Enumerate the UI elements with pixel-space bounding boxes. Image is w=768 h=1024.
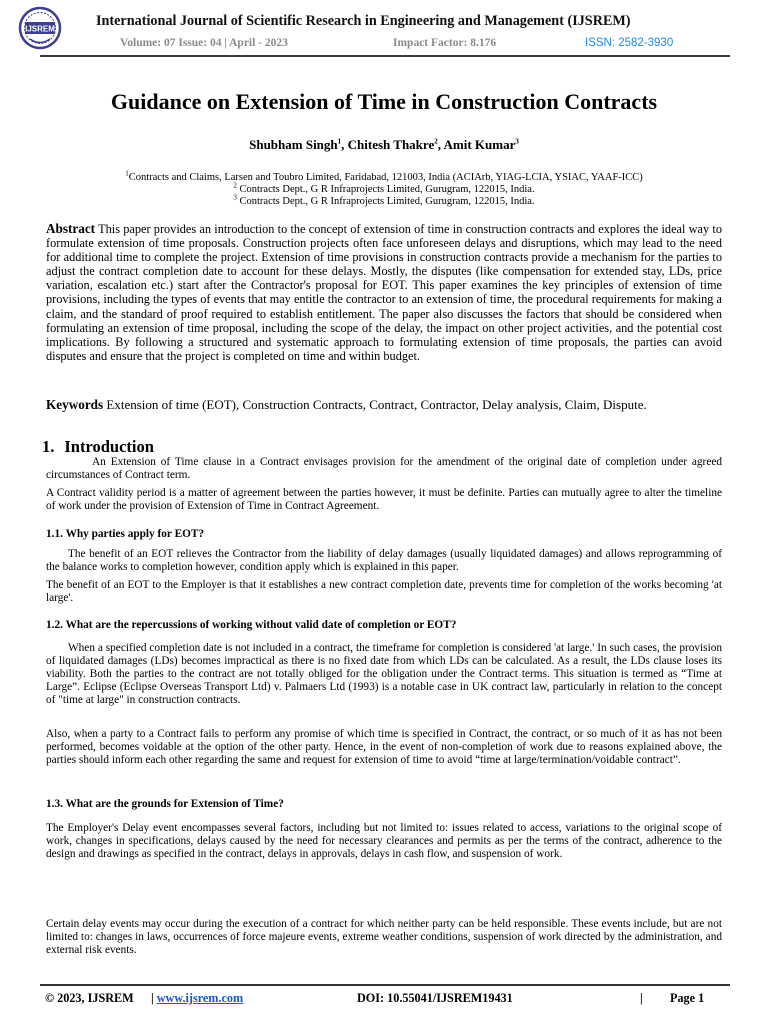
- author-name: Chitesh Thakre: [347, 137, 435, 152]
- subsection-heading: 1.2. What are the repercussions of working without valid date of completion or EOT?: [46, 619, 457, 631]
- footer-divider: [40, 984, 730, 986]
- paragraph-text: The benefit of an EOT relieves the Contractor from the liability of delay damages (usually liquidated damages) and allows reprogramming of the balance works to completion however, condition apply which is explained in this paper.: [46, 548, 722, 574]
- affiliation-line: [0, 193, 768, 208]
- author-sep: ,: [341, 137, 348, 152]
- affiliations: [0, 169, 768, 209]
- journal-website-link[interactable]: www.ijsrem.com: [156, 991, 244, 1005]
- abstract-text: This paper provides an introduction to the concept of extension of time in construction contracts and explores the ideal way to formulate extension of time proposals. Construction projects often face unforeseen delays and disruptions, which may lead to the need for additional time to complete the project. Extension of time provisions in construction contracts provide a mechanism for the parties to adjust the contract completion date to account for these delays. Mostly, the disputes (like compensation for extended stay, LDs, price variation, escalation etc.) start after the Contractor's proposal for EOT. This paper examines the key principles of extension of time provisions, including the types of events that may entitle the contractor to an extension of time, the procedural requirements for making a claim, and the standard of proof required to establish entitlement. The paper also discusses the factors that should be considered when formulating an extension of time proposal, including the scope of the delay, the impact on other project activities, and the potential cost implications. By following a structured and systematic approach to formulating extension of time proposals, the parties can avoid disputes and ensure that the project is completed on time and within budget.: [46, 222, 722, 363]
- volume-issue: Volume: 07 Issue: 04 | April - 2023: [120, 37, 288, 49]
- paragraph: [46, 642, 722, 707]
- footer-copyright: © 2023, IJSREM: [45, 991, 134, 1005]
- affiliation-sup: 2: [233, 181, 237, 190]
- author-sup: 2: [434, 137, 438, 146]
- author-sep: ,: [437, 137, 444, 152]
- section-heading: [42, 437, 154, 457]
- affiliation-text: Contracts Dept., G R Infraprojects Limited, Gurugram, 122015, India.: [236, 196, 535, 208]
- paragraph-text: An Extension of Time clause in a Contract envisages provision for the amendment of the original date of completion under agreed circumstances of Contract term.: [46, 456, 722, 482]
- keywords-label: Keywords: [46, 397, 104, 412]
- subsection-heading: 1.1. Why parties apply for EOT?: [46, 528, 205, 540]
- author-name: Shubham Singh: [249, 137, 338, 152]
- affiliation-text: Contracts and Claims, Larsen and Toubro Limited, Faridabad, 121003, India (ACIArb, YIAG-LCIA, YSIAC, YAAF-ICC): [128, 172, 643, 183]
- affiliation-sup: 1: [125, 169, 129, 178]
- paragraph: The Employer's Delay event encompasses several factors, including but not limited to: issues related to access, variations to the original scope of work, changes in specifications, delays caused by the need for necessary clearances and permits as per the terms of the contract, adherence to the design and drawings as specified in the contract, delays in approvals, delays in cash flow, and suspension of work.: [46, 822, 722, 861]
- paragraph: The benefit of an EOT to the Employer is that it establishes a new contract completion date, prevents time for completion of the works becoming 'at large'.: [46, 579, 722, 605]
- logo-text: IJSREM: [25, 24, 55, 34]
- paragraph: Also, when a party to a Contract fails to perform any promise of which time is specified in Contract, the contract, or so much of it as has not been performed, becomes voidable at the option of the other party. Hence, in the event of non-completion of work due to reasons explained above, the parties should inform each other regarding the same and request for extension of time to avoid “time at large/termination/voidable contract”.: [46, 728, 722, 767]
- journal-title: International Journal of Scientific Research in Engineering and Management (IJSREM): [96, 13, 631, 29]
- subsection-heading: 1.3. What are the grounds for Extension of Time?: [46, 798, 284, 810]
- author-sup: 3: [515, 137, 519, 146]
- affiliation-sup: 3: [233, 193, 237, 202]
- paragraph-text: When a specified completion date is not included in a contract, the timeframe for completion is considered 'at large.' In such cases, the provision of liquidated damages (LDs) becomes impractical as there is no fixed date from which LDs can be calculated. As a result, the LDs clause loses its viability. Both the parties to the contract are not totally obliged for the obligation under the Contract terms. This situation is termed as “Time at Large”. Eclipse (Eclipse Overseas Transport Ltd) v. Palmaers Ltd (1993) is a notable case in UK contract law, particularly in relation to the concept of "time at large" in construction contracts.: [46, 642, 722, 707]
- author-sup: 1: [337, 137, 342, 146]
- keywords-text: Extension of time (EOT), Construction Contracts, Contract, Contractor, Delay analysis, Claim, Dispute.: [103, 397, 647, 412]
- author-list: [0, 137, 768, 153]
- footer-link-group: [151, 991, 243, 1006]
- impact-factor: Impact Factor: 8.176: [393, 37, 497, 49]
- issn: ISSN: 2582-3930: [585, 37, 674, 49]
- page-number: Page 1: [670, 991, 705, 1005]
- affiliation-line: [0, 181, 768, 196]
- footer-separator: |: [151, 991, 154, 1005]
- paragraph: Certain delay events may occur during the execution of a contract for which neither party can be held responsible. These events include, but are not limited to: changes in laws, occurrences of force majeure events, extreme weather conditions, suspension of work directed by the administration, and external risk events.: [46, 918, 722, 957]
- footer-separator: |: [640, 991, 643, 1005]
- abstract: [46, 222, 722, 363]
- author-name: Amit Kumar: [443, 137, 516, 152]
- affiliation-line: [0, 169, 768, 184]
- header-divider: [40, 55, 730, 57]
- paragraph: [46, 548, 722, 574]
- paragraph: A Contract validity period is a matter of agreement between the parties however, it must be definite. Parties can mutually agree to alter the timeline of work under the provision of Extension of Time in Contract Agreement.: [46, 487, 722, 513]
- journal-header: [0, 0, 768, 58]
- ijsrem-logo-icon: [18, 6, 62, 50]
- section-title: Introduction: [64, 437, 154, 456]
- section-number: 1.: [42, 437, 55, 456]
- paragraph: [46, 456, 722, 482]
- keywords: [46, 397, 722, 413]
- affiliation-text: Contracts Dept., G R Infraprojects Limited, Gurugram, 122015, India.: [236, 184, 535, 196]
- paper-title: Guidance on Extension of Time in Construction Contracts: [110, 89, 658, 114]
- abstract-label: Abstract: [46, 221, 96, 236]
- footer-doi: DOI: 10.55041/IJSREM19431: [357, 991, 513, 1005]
